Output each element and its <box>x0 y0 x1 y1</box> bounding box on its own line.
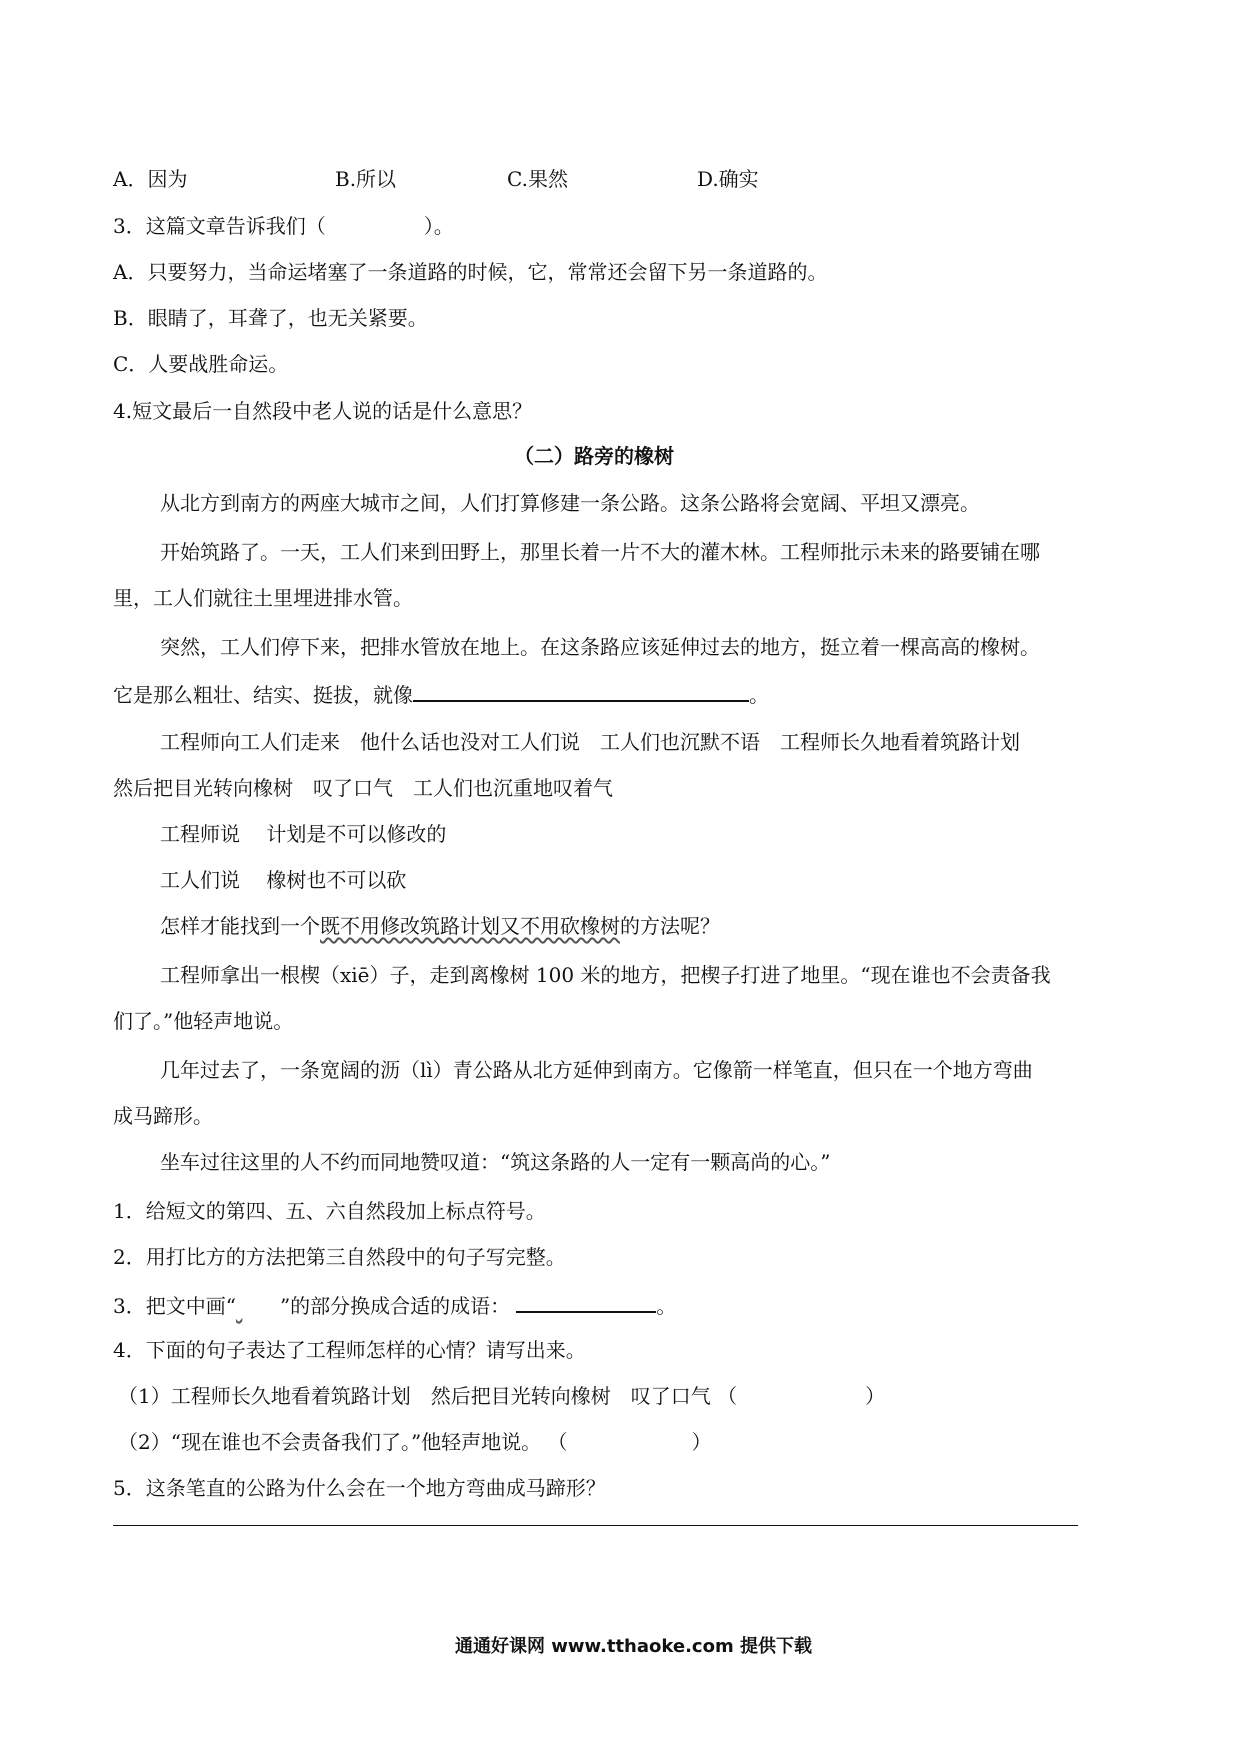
paragraph-2-line-1: 开始筑路了。一天，工人们来到田野上，那里长着一片不大的灌木林。工程师批示未来的路要铺在哪 <box>160 540 1040 564</box>
paragraph-8-line-1: 工程师拿出一根楔（xiē）子，走到离橡树 100 米的地方，把楔子打进了地里。“现在谁也不会责备我 <box>160 963 1051 987</box>
wavy-underlined-phrase: 既不用修改筑路计划又不用砍橡树 <box>320 914 620 938</box>
simile-blank[interactable] <box>413 678 749 702</box>
option-a: A．因为 <box>113 167 188 191</box>
q3-option-c: C．人要战胜命运。 <box>113 352 289 376</box>
paragraph-9-line-2: 成马蹄形。 <box>113 1104 213 1128</box>
answer-line[interactable] <box>113 1525 1078 1526</box>
q3-option-a: A．只要努力，当命运堵塞了一条道路的时候，它，常常还会留下另一条道路的。 <box>113 260 828 284</box>
question-4: 4．下面的句子表达了工程师怎样的心情？请写出来。 <box>113 1338 586 1362</box>
question-2: 2．用打比方的方法把第三自然段中的句子写完整。 <box>113 1245 566 1269</box>
paragraph-9-line-1: 几年过去了，一条宽阔的沥（lì）青公路从北方延伸到南方。它像箭一样笔直，但只在一个地方弯曲 <box>160 1058 1033 1082</box>
paragraph-7: 怎样才能找到一个既不用修改筑路计划又不用砍橡树的方法呢？ <box>160 914 720 938</box>
paragraph-5: 工程师说 计划是不可以修改的 <box>160 822 447 846</box>
paragraph-4-line-2: 然后把目光转向橡树 叹了口气 工人们也沉重地叹着气 <box>113 776 613 800</box>
paragraph-1: 从北方到南方的两座大城市之间，人们打算修建一条公路。这条公路将会宽阔、平坦又漂亮。 <box>160 491 980 515</box>
idiom-blank[interactable] <box>516 1289 656 1313</box>
question-1: 1．给短文的第四、五、六自然段加上标点符号。 <box>113 1199 546 1223</box>
question-4-sub-1: （1）工程师长久地看着筑路计划 然后把目光转向橡树 叹了口气 （ ） <box>118 1384 886 1408</box>
question-5: 5．这条笔直的公路为什么会在一个地方弯曲成马蹄形？ <box>113 1476 606 1500</box>
paragraph-10: 坐车过往这里的人不约而同地赞叹道：“筑这条路的人一定有一颗高尚的心。” <box>160 1150 831 1174</box>
wavy-sample-mark <box>236 1291 280 1321</box>
q3-stem: 3．这篇文章告诉我们（ ）。 <box>113 214 454 238</box>
question-3: 3．把文中画“ ”的部分换成合适的成语： 。 <box>113 1289 676 1319</box>
paragraph-6: 工人们说 橡树也不可以砍 <box>160 868 407 892</box>
question-4-sub-2: （2）“现在谁也不会责备我们了。”他轻声地说。 （ ） <box>118 1430 712 1454</box>
option-b: B.所以 <box>335 167 397 191</box>
q3-option-b: B．眼睛了，耳聋了，也无关紧要。 <box>113 306 428 330</box>
paragraph-2-line-2: 里，工人们就往土里埋进排水管。 <box>113 586 413 610</box>
paragraph-3-line-2: 它是那么粗壮、结实、挺拔，就像 。 <box>113 678 769 708</box>
paragraph-3-line-1: 突然，工人们停下来，把排水管放在地上。在这条路应该延伸过去的地方，挺立着一棵高高的橡树。 <box>160 635 1040 659</box>
paragraph-8-line-2: 们了。”他轻声地说。 <box>113 1009 294 1033</box>
page-footer: 通通好课网 www.tthaoke.com 提供下载 <box>455 1636 812 1657</box>
section-title: （二）路旁的橡树 <box>514 444 674 468</box>
option-d: D.确实 <box>697 167 759 191</box>
paragraph-4-line-1: 工程师向工人们走来 他什么话也没对工人们说 工人们也沉默不语 工程师长久地看着筑路计划 <box>160 730 1020 754</box>
q4-question: 4.短文最后一自然段中老人说的话是什么意思？ <box>113 399 533 423</box>
option-c: C.果然 <box>507 167 568 191</box>
q2-options <box>113 164 913 194</box>
